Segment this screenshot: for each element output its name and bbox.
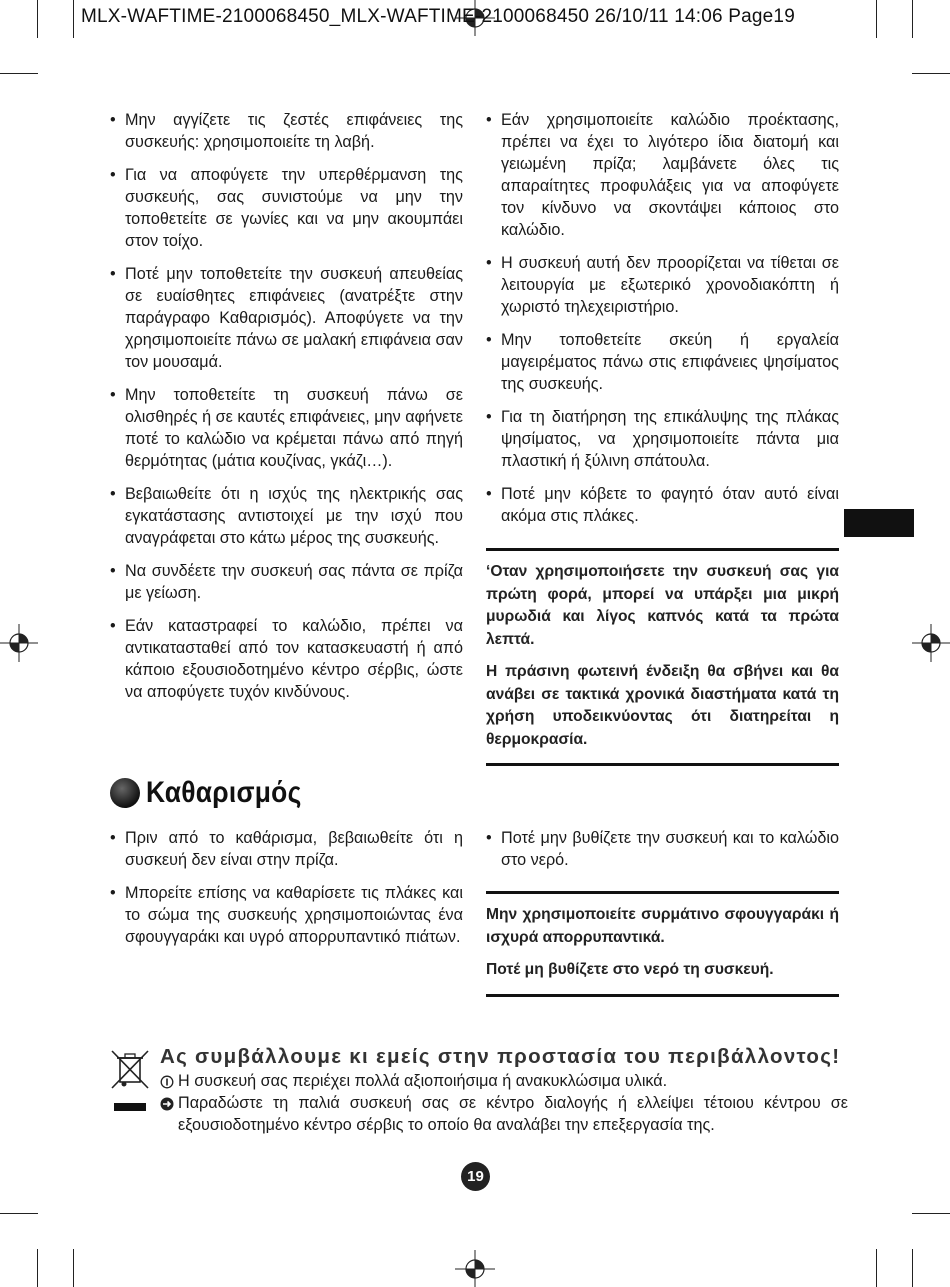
list-item: • Πριν από το καθάρισμα, βεβαιωθείτε ότι η συσκευή δεν είναι στην πρίζα.: [110, 827, 463, 871]
list-item: • Για τη διατήρηση της επικάλυψης της πλάκας ψησίματος, να χρησιμοποιείτε πάντα μια πλαστική ή ξύλινη σπάτουλα.: [486, 406, 839, 472]
print-slug-header: MLX-WAFTIME-2100068450_MLX-WAFTIME-2100068450 26/10/11 14:06 Page19: [81, 6, 795, 27]
list-item: • Ποτέ μην βυθίζετε την συσκευή και το καλώδιο στο νερό.: [486, 827, 839, 871]
cleaning-warning-note: [486, 891, 839, 997]
cleaning-section-heading: [110, 776, 323, 810]
registration-mark-icon: [455, 1250, 495, 1287]
crop-mark: [876, 0, 877, 38]
page-number: 19: [461, 1162, 490, 1191]
note-paragraph: ‘Οταν χρησιμοποιήσετε την συσκευή σας για πρώτη φορά, μπορεί να υπάρξει μια μικρή μυρωδιά και λίγος καπνός κατά τα πρώτα λεπτά.: [486, 563, 839, 648]
list-item: • Μην τοποθετείτε τη συσκευή πάνω σε ολισθηρές ή σε καυτές επιφάνειες, μην αφήνετε ποτέ το καλώδιο να κρέμεται πάνω από πηγή θερμότητας (μάτια κουζίνας, γκάζι…).: [110, 384, 463, 472]
list-item: • Μην αγγίζετε τις ζεστές επιφάνειες της συσκευής: χρησιμοποιείτε τη λαβή.: [110, 109, 463, 153]
registration-mark-icon: [912, 624, 950, 662]
crop-mark: [37, 0, 38, 38]
list-item: • Η συσκευή αυτή δεν προορίζεται να τίθεται σε λειτουργία με εξωτερικό χρονοδιακόπτη ή χωριστό τηλεχειριστήριο.: [486, 252, 839, 318]
environment-title: Ας συμβάλλουμε κι εμείς στην προστασία του περιβάλλοντος!: [160, 1045, 841, 1068]
list-item: • Μην τοποθετείτε σκεύη ή εργαλεία μαγειρέματος πάνω στις επιφάνειες ψησίματος της συσκευής.: [486, 329, 839, 395]
list-item: • Εάν καταστραφεί το καλώδιο, πρέπει να αντικατασταθεί από τον κατασκευαστή ή από κάποιο εξουσιοδοτημένο κέντρο σέρβις, ώστε να αποφύγετε τυχόν κινδύνους.: [110, 615, 463, 703]
list-item: • Μπορείτε επίσης να καθαρίσετε τις πλάκες και το σώμα της συσκευής χρησιμοποιώντας ένα σφουγγαράκι και υγρό απορρυπαντικό πιάτων.: [110, 882, 463, 948]
list-item: • Βεβαιωθείτε ότι η ισχύς της ηλεκτρικής σας εγκατάστασης αντιστοιχεί με την ισχύ που αναγράφεται στο κάτω μέρος της συσκευής.: [110, 483, 463, 549]
note-paragraph: Μην χρησιμοποιείτε συρμάτινο σφουγγαράκι ή ισχυρά απορρυπαντικά.: [486, 906, 839, 946]
environment-line-1: Η συσκευή σας περιέχει πολλά αξιοποιήσιμα ή ανακυκλώσιμα υλικά.: [178, 1072, 668, 1090]
right-safety-column: [486, 109, 839, 538]
crop-mark: [912, 1213, 950, 1214]
circled-arrow-icon: [160, 1097, 174, 1111]
list-item: • Ποτέ μην τοποθετείτε την συσκευή απευθείας σε ευαίσθητες επιφάνειες (ανατρέξτε στην παράγραφο Καθαρισμός). Αποφύγετε να την χρησιμοποιείτε πάνω σε μαλακή επιφάνεια σαν τον μουσαμά.: [110, 263, 463, 373]
note-paragraph: Η πράσινη φωτεινή ένδειξη θα σβήνει και θα ανάβει σε τακτικά χρονικά διαστήματα κατά τη χρήση υποδεικνύοντας ότι διατηρείται η θερμοκρασία.: [486, 663, 839, 748]
environment-line-2: Παραδώστε τη παλιά συσκευή σας σε κέντρο διαλογής ή ελλείψει τέτοιου κέντρου σε εξουσιοδοτημένο κέντρο σέρβις το οποίο θα αναλάβει την επεξεργασία της.: [178, 1094, 848, 1134]
cleaning-left-column: [110, 827, 463, 959]
cleaning-right-column: [486, 827, 839, 882]
list-item: • Για να αποφύγετε την υπερθέρμανση της συσκευής, σας συνιστούμε να μην την τοποθετείτε σε γωνίες και να μην ακουμπάει στον τοίχο.: [110, 164, 463, 252]
crop-mark: [876, 1249, 877, 1287]
section-tab-marker: [844, 509, 914, 537]
crop-mark: [73, 1249, 74, 1287]
crop-mark: [912, 0, 913, 38]
crop-mark: [912, 1249, 913, 1287]
crop-mark: [0, 73, 38, 74]
note-paragraph: Ποτέ μη βυθίζετε στο νερό τη συσκευή.: [486, 961, 774, 978]
left-safety-column: [110, 109, 463, 714]
list-item: • Να συνδέετε την συσκευή σας πάντα σε πρίζα με γείωση.: [110, 560, 463, 604]
weee-bar: [114, 1103, 146, 1111]
list-item: • Εάν χρησιμοποιείτε καλώδιο προέκτασης, πρέπει να έχει το λιγότερο ίδια διατομή και γειωμένη πρίζα; λαμβάνετε όλες τις απαραίτητες προφυλάξεις για να αποφύγετε τον κίνδυνο να σκοντάψει κάποιος στο καλώδιο.: [486, 109, 839, 241]
section-title: Καθαρισμός: [146, 776, 302, 809]
first-use-note: [486, 548, 839, 766]
crossed-out-wheelie-bin-icon: [110, 1048, 150, 1098]
crop-mark: [912, 73, 950, 74]
bullet-circle-icon: [110, 778, 140, 808]
crop-mark: [73, 0, 74, 38]
registration-mark-icon: [0, 624, 38, 662]
crop-mark: [37, 1249, 38, 1287]
list-item: • Ποτέ μην κόβετε το φαγητό όταν αυτό είναι ακόμα στις πλάκες.: [486, 483, 839, 527]
info-circle-icon: [160, 1075, 174, 1089]
crop-mark: [0, 1213, 38, 1214]
